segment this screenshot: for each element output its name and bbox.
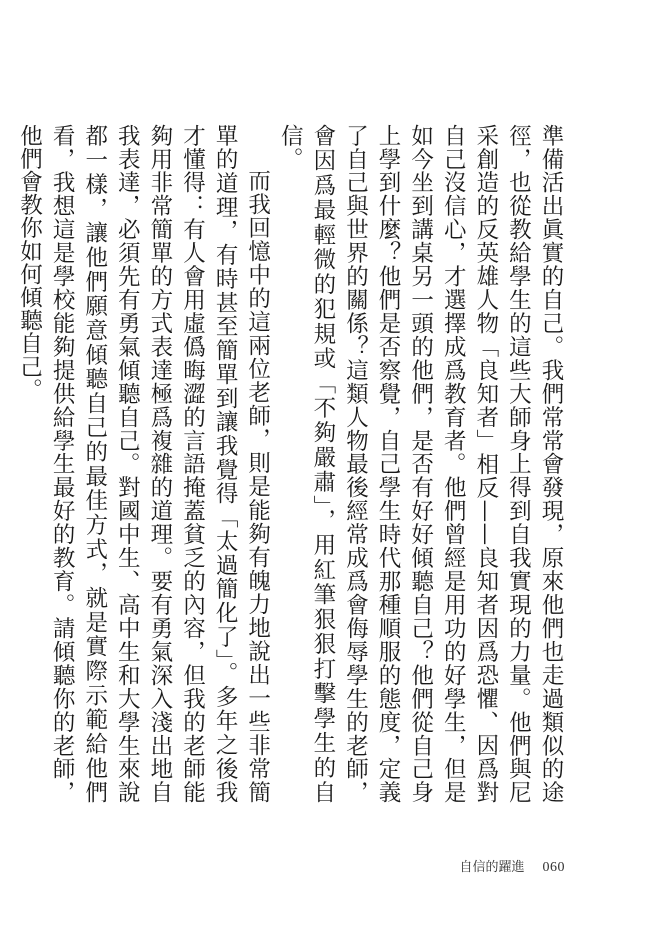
body-text [16, 124, 567, 804]
page-footer [459, 856, 565, 876]
running-title: 自信的躍進 [459, 860, 525, 875]
paragraph-2: 而我回憶中的這兩位老師，則是能夠有魄力地說出一些非常簡單的道理，有時甚至簡單到讓我覺得「太過簡化了」。多年之後我才懂得：有人會用虛僞晦澀的言語掩蓋貧乏的內容，但我的老師能夠用非常簡單的方式表達極爲複雜的道理。要有勇氣深入淺出地自我表達，必須先有勇氣傾聽自己。對國中生、高中生和大學生來說都一樣，讓他們願意傾聽自己的最佳方式，就是實際示範給他們看，我想這是學校能夠提供給學生最好的教育。請傾聽你的老師，他們會教你如何傾聽自己。 [16, 124, 271, 804]
page-number: 060 [542, 860, 565, 875]
paragraph-1: 準備活出眞實的自己。我們常常會發現，原來他們也走過類似的途徑，也從教給學生的這些大師身上得到自我實現的力量。他們與尼采創造的反英雄人物「良知者」相反——良知者因爲恐懼、因爲對自己沒信心，才選擇成爲教育者。他們曾經是用功的好學生，但是如今坐到講桌另一頭的他們，是否有好好傾聽自己？他們從自己身上學到什麼？他們是否察覺，自己學生時代那種順服的態度，定義了自己與世界的關係？這類人物最後經常成爲會侮辱學生的老師，會因爲最輕微的犯規或「不夠嚴肅」，用紅筆狠狠打擊學生的自信。 [277, 124, 564, 804]
